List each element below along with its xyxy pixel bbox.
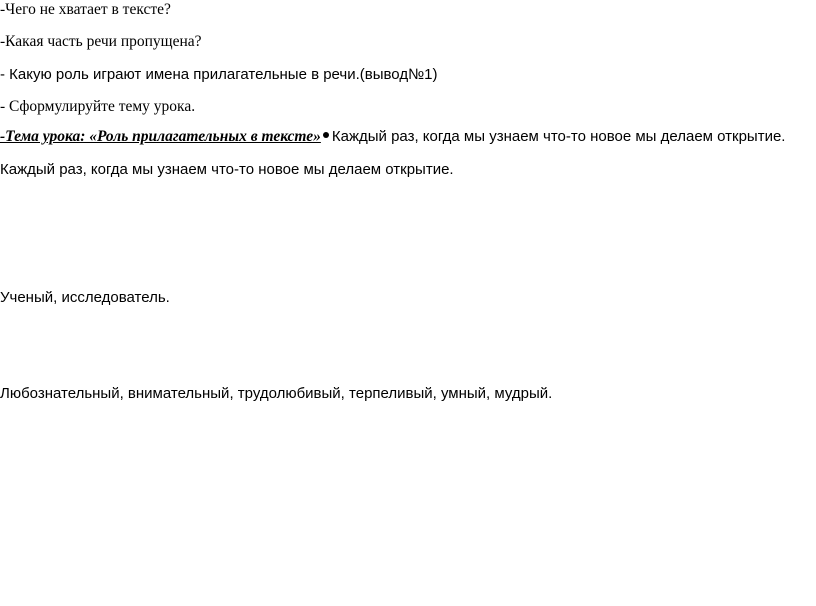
lesson-topic-statement: Каждый раз, когда мы узнаем что-то новое мы делаем открытие. [331, 128, 786, 145]
lesson-topic-line [0, 127, 785, 147]
instruction-formulate-topic: - Сформулируйте тему урока. [0, 98, 196, 115]
bullet-icon [323, 132, 329, 138]
discovery-statement: Каждый раз, когда мы узнаем что-то новое мы делаем открытие. [0, 161, 454, 178]
scientist-researcher-text: Ученый, исследователь. [0, 289, 170, 306]
question-part-of-speech: -Какая часть речи пропущена? [0, 33, 202, 50]
lesson-topic-label: -Тема урока: «Роль прилагательных в тексте» [0, 128, 321, 145]
question-missing-in-text: -Чего не хватает в тексте? [0, 1, 171, 18]
question-adjective-role: - Какую роль играют имена прилагательные в речи.(вывод№1) [0, 66, 438, 83]
qualities-list-text: Любознательный, внимательный, трудолюбивый, терпеливый, умный, мудрый. [0, 385, 553, 402]
